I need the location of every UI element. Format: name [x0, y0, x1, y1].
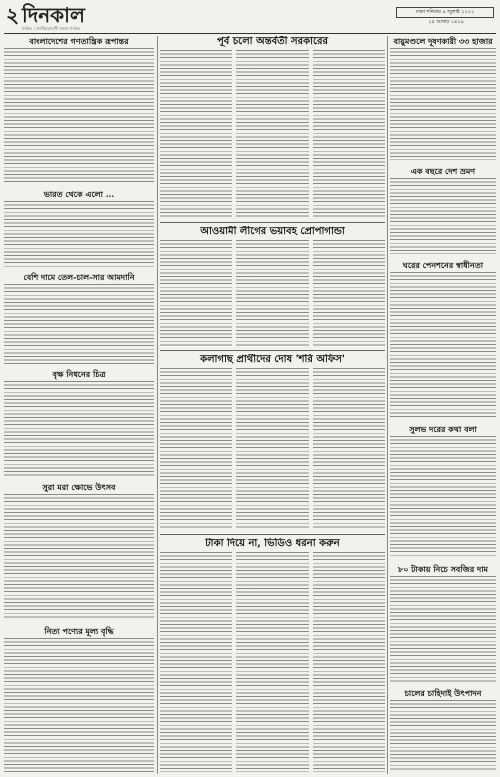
page-number: ২ — [6, 3, 20, 27]
article — [4, 369, 154, 479]
masthead — [4, 3, 496, 34]
article-headline: কলাগাছ প্রার্থীদের দোষ 'শরি অফিস' — [200, 354, 345, 365]
paper-name: দিনকাল — [22, 3, 85, 27]
article-headline: ৮০ টাকায় নিচে সবজির দাম — [398, 564, 488, 574]
article — [390, 424, 496, 560]
article-body — [236, 50, 308, 218]
section-divider — [160, 222, 385, 223]
article-body — [4, 201, 154, 267]
article-headline: এক বছরে দেশ ভ্রমণ — [410, 166, 476, 176]
article-headline: চালের চাহিদাই উৎপাদন — [404, 688, 482, 698]
article — [4, 36, 154, 186]
article-body — [313, 368, 385, 530]
article-body — [4, 48, 154, 182]
article-body — [390, 436, 496, 558]
article-headline: ভারত থেকে এলো ... — [43, 189, 115, 199]
article-body — [160, 240, 232, 346]
article — [390, 688, 496, 774]
article-headline: নিত্য পণ্যের মূল্য বৃদ্ধি — [44, 626, 114, 636]
article-body — [390, 48, 496, 160]
article-headline: সুরা মরা ক্ষোভে উৎসব — [42, 482, 116, 492]
tagline: দৈনিক । জাতীয়তাবাদী বাংলা দৈনিক — [22, 26, 80, 31]
article — [390, 36, 496, 162]
article — [4, 482, 154, 622]
article-body — [313, 552, 385, 772]
article-body — [313, 240, 385, 346]
article-headline: সুলভ দরের কথা বলা — [409, 424, 477, 434]
date-line: ঢাকা শনিবার ৯ জুলাই ২০২২ — [396, 7, 494, 18]
date-line-2: ২৫ আষাঢ় ১৪২৯ — [428, 19, 464, 25]
article-lower-center — [160, 354, 385, 532]
article-top-center — [160, 36, 385, 220]
article-body — [390, 700, 496, 772]
article-bottom-center — [160, 538, 385, 774]
article-headline: বাংলাদেশের গণতান্ত্রিক রূপান্তর — [29, 36, 129, 46]
article-body — [390, 272, 496, 418]
article-body — [313, 50, 385, 218]
column-1 — [4, 36, 154, 774]
column-divider — [157, 36, 158, 774]
article — [4, 272, 154, 366]
article-body — [4, 381, 154, 477]
article — [4, 189, 154, 269]
section-divider — [160, 350, 385, 351]
column-4 — [390, 36, 496, 774]
article-body — [236, 240, 308, 346]
article-headline: বৃক্ষ নিধনের চিত্র — [52, 369, 106, 379]
article-body — [4, 284, 154, 364]
article-headline: টাকা দিয়ে না, ভিডিও ধরনা করুন — [205, 538, 340, 549]
article-body — [160, 50, 232, 218]
article-body — [4, 494, 154, 620]
article-body — [390, 576, 496, 682]
section-divider — [160, 534, 385, 535]
article-body — [160, 552, 232, 772]
article-headline: আওয়ামী লীগের ভয়াবহ প্রোপাগান্ডা — [200, 226, 345, 237]
article-headline: বেশি দামে তেল-চাল-সার আমদানি — [23, 272, 135, 282]
article — [4, 626, 154, 774]
article — [390, 260, 496, 420]
article-headline: পূর্ব চলো অন্তর্বর্তী সরকারের — [216, 36, 329, 47]
article-headline: ঘরের পেনশনের স্বাধীনতা — [402, 260, 484, 270]
article-body — [390, 178, 496, 254]
article-body — [236, 552, 308, 772]
article — [390, 564, 496, 684]
article-middle-center — [160, 226, 385, 348]
article-body — [4, 638, 154, 772]
column-divider — [387, 36, 388, 774]
article-body — [236, 368, 308, 530]
article-headline: বায়ুমণ্ডলে দূষণকারী ৩৩ হাজার — [393, 36, 493, 46]
article — [390, 166, 496, 256]
article-body — [160, 368, 232, 530]
